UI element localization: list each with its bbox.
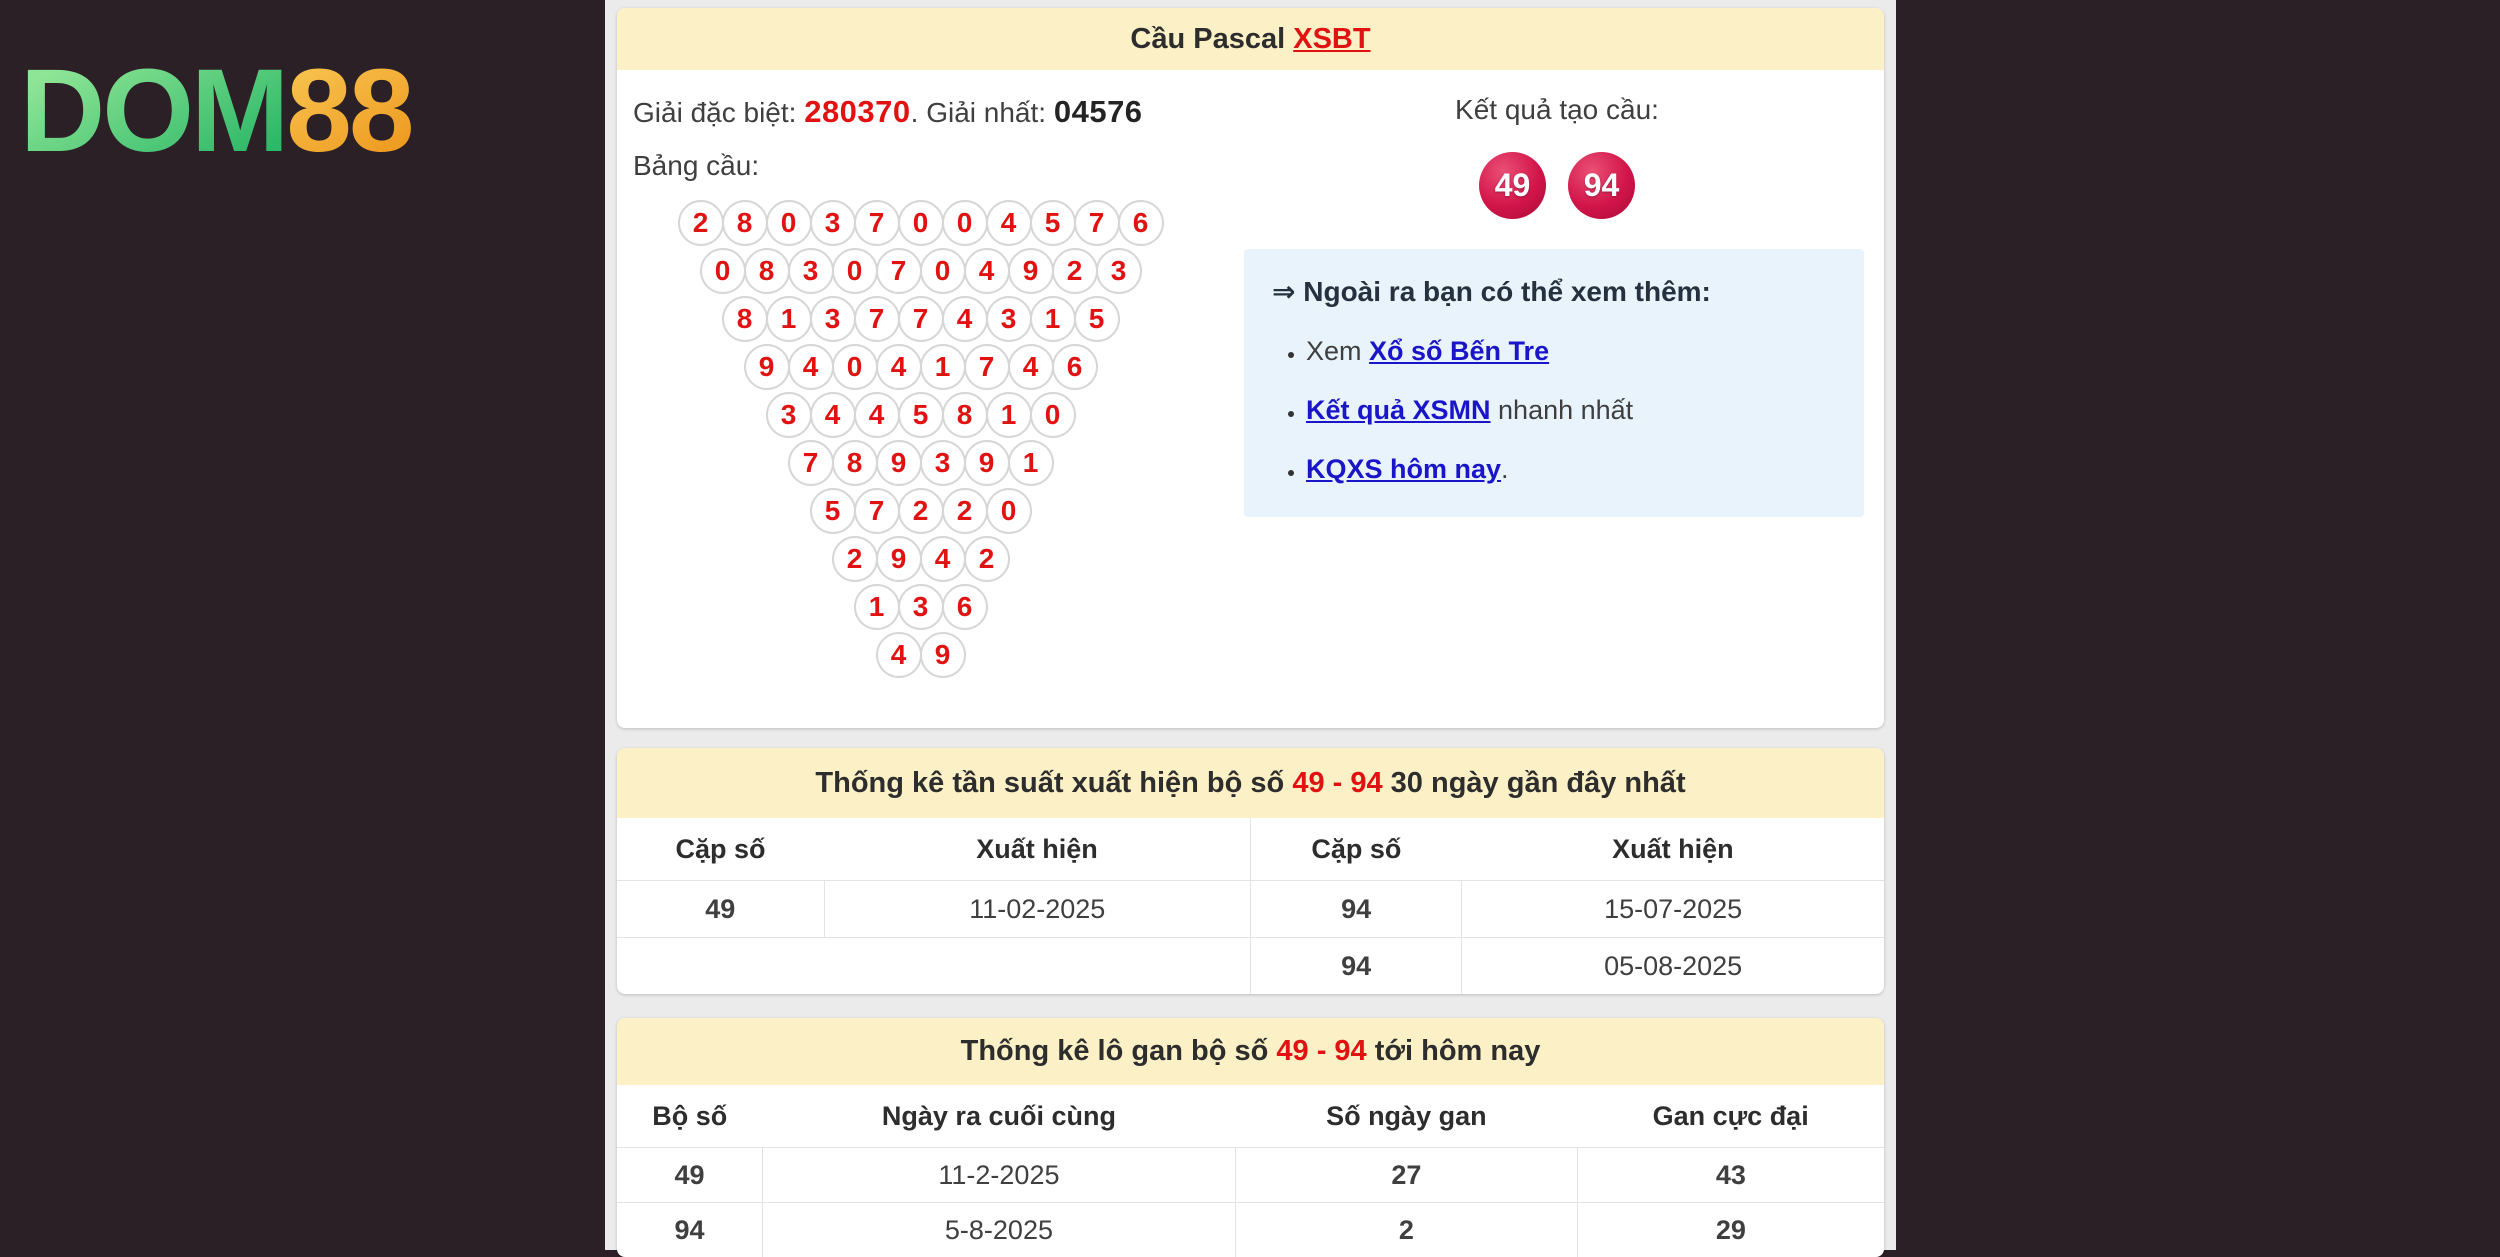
special-prize-value: 280370 [804,94,910,129]
triangle-number: 0 [766,200,812,246]
triangle-number: 7 [898,296,944,342]
triangle-number: 9 [964,440,1010,486]
see-more-item-text: nhanh nhất [1491,395,1634,425]
triangle-number: 1 [1030,296,1076,342]
triangle-number: 4 [964,248,1010,294]
see-more-list [1272,336,1836,485]
pascal-triangle [633,200,1208,678]
triangle-row [633,392,1208,438]
column-header: Ngày ra cuối cùng [763,1085,1236,1148]
empty-cell [617,938,1250,995]
see-more-item [1306,336,1836,367]
frequency-title-suffix: 30 ngày gần đây nhất [1383,767,1686,799]
column-header: Xuất hiện [824,818,1250,881]
triangle-number: 0 [1030,392,1076,438]
board-label: Bảng cầu: [633,150,1244,182]
column-header: Số ngày gan [1235,1085,1577,1148]
triangle-number: 3 [766,392,812,438]
triangle-number: 8 [744,248,790,294]
triangle-number: 4 [876,632,922,678]
triangle-number: 7 [854,296,900,342]
triangle-number: 2 [898,488,944,534]
frequency-header-row [617,818,1884,881]
triangle-number: 7 [876,248,922,294]
result-ball: 94 [1568,152,1635,219]
table-row [617,1148,1884,1203]
logo-text-dom: DOM [20,45,286,177]
pascal-left-column [631,70,1244,680]
triangle-row [633,248,1208,294]
last-date-cell: 11-2-2025 [763,1148,1236,1203]
triangle-number: 8 [722,296,768,342]
table-row [617,881,1884,938]
triangle-number: 3 [898,584,944,630]
table-row [617,1203,1884,1257]
gan-title-suffix: tới hôm nay [1367,1035,1541,1067]
triangle-row [633,488,1208,534]
pascal-right-column [1244,70,1870,680]
triangle-number: 3 [920,440,966,486]
first-prize-value: 04576 [1054,94,1143,129]
triangle-number: 6 [942,584,988,630]
pascal-body [617,70,1884,680]
triangle-number: 4 [1008,344,1054,390]
triangle-number: 3 [810,200,856,246]
triangle-number: 1 [920,344,966,390]
date-cell: 11-02-2025 [824,881,1250,938]
triangle-number: 8 [722,200,768,246]
pascal-card-title [617,8,1884,70]
triangle-number: 1 [986,392,1032,438]
frequency-title-text: Thống kê tần suất xuất hiện bộ số [815,767,1292,799]
triangle-row [633,296,1208,342]
triangle-number: 2 [678,200,724,246]
triangle-number: 4 [942,296,988,342]
triangle-number: 0 [920,248,966,294]
column-header: Bộ số [617,1085,763,1148]
column-header: Cặp số [617,818,824,881]
see-more-item [1306,395,1836,426]
column-header: Gan cực đại [1577,1085,1884,1148]
special-prize-label: Giải đặc biệt: [633,97,804,128]
triangle-number: 6 [1052,344,1098,390]
triangle-number: 9 [744,344,790,390]
triangle-number: 7 [788,440,834,486]
see-more-heading: ⇒ Ngoài ra bạn có thể xem thêm: [1272,275,1836,308]
triangle-row [633,200,1208,246]
pair-number-cell: 94 [1250,938,1461,995]
set-number-cell: 49 [617,1148,763,1203]
triangle-number: 9 [876,440,922,486]
logo-text-88: 88 [286,45,411,177]
triangle-number: 5 [810,488,856,534]
triangle-number: 4 [876,344,922,390]
triangle-number: 8 [942,392,988,438]
triangle-number: 5 [1074,296,1120,342]
triangle-number: 0 [700,248,746,294]
first-prize-label: . Giải nhất: [911,97,1054,128]
triangle-number: 6 [1118,200,1164,246]
column-header: Cặp số [1250,818,1461,881]
result-ball: 49 [1479,152,1546,219]
gan-title [617,1018,1884,1085]
gan-card [617,1018,1884,1257]
frequency-title-pair: 49 - 94 [1292,767,1382,799]
gan-table [617,1085,1884,1257]
result-label: Kết quả tạo cầu: [1244,94,1870,126]
see-more-link[interactable]: KQXS hôm nay [1306,454,1501,484]
last-date-cell: 5-8-2025 [763,1203,1236,1257]
triangle-number: 5 [1030,200,1076,246]
triangle-number: 3 [810,296,856,342]
gan-days-cell: 2 [1235,1203,1577,1257]
gan-header-row [617,1085,1884,1148]
result-balls [1244,152,1870,219]
see-more-item-text: Xem [1306,336,1369,366]
triangle-number: 7 [854,200,900,246]
set-number-cell: 94 [617,1203,763,1257]
triangle-number: 5 [898,392,944,438]
frequency-card [617,748,1884,994]
triangle-number: 2 [1052,248,1098,294]
triangle-number: 2 [964,536,1010,582]
triangle-number: 1 [766,296,812,342]
table-row [617,938,1884,995]
triangle-number: 4 [920,536,966,582]
triangle-number: 9 [920,632,966,678]
date-cell: 15-07-2025 [1462,881,1884,938]
see-more-link[interactable]: Xổ số Bến Tre [1369,336,1549,366]
triangle-number: 2 [942,488,988,534]
triangle-number: 9 [876,536,922,582]
prize-line [633,94,1244,130]
triangle-number: 0 [942,200,988,246]
triangle-number: 0 [986,488,1032,534]
triangle-row [633,632,1208,678]
triangle-number: 0 [832,248,878,294]
dom88-logo[interactable] [20,52,412,170]
triangle-number: 1 [1008,440,1054,486]
triangle-number: 2 [832,536,878,582]
frequency-title [617,748,1884,818]
triangle-number: 3 [1096,248,1142,294]
triangle-number: 8 [832,440,878,486]
triangle-number: 7 [854,488,900,534]
pascal-card [617,8,1884,728]
max-gan-cell: 43 [1577,1148,1884,1203]
triangle-number: 1 [854,584,900,630]
date-cell: 05-08-2025 [1462,938,1884,995]
frequency-table-body [617,881,1884,995]
pascal-title-text: Cầu Pascal [1130,23,1293,55]
gan-days-cell: 27 [1235,1148,1577,1203]
triangle-row [633,440,1208,486]
triangle-number: 0 [898,200,944,246]
triangle-number: 7 [1074,200,1120,246]
triangle-row [633,344,1208,390]
triangle-number: 3 [788,248,834,294]
triangle-number: 3 [986,296,1032,342]
max-gan-cell: 29 [1577,1203,1884,1257]
xsbt-link[interactable]: XSBT [1293,23,1370,55]
triangle-number: 9 [1008,248,1054,294]
gan-title-text: Thống kê lô gan bộ số [961,1035,1277,1067]
frequency-table [617,818,1884,994]
see-more-box [1244,249,1864,517]
triangle-row [633,584,1208,630]
triangle-number: 4 [810,392,856,438]
triangle-number: 4 [788,344,834,390]
pair-number-cell: 49 [617,881,824,938]
gan-table-body [617,1148,1884,1257]
gan-title-pair: 49 - 94 [1276,1035,1366,1067]
content-column [605,0,1896,1250]
see-more-link[interactable]: Kết quả XSMN [1306,395,1491,425]
column-header: Xuất hiện [1462,818,1884,881]
triangle-number: 0 [832,344,878,390]
pair-number-cell: 94 [1250,881,1461,938]
triangle-row [633,536,1208,582]
see-more-item [1306,454,1836,485]
triangle-number: 7 [964,344,1010,390]
triangle-number: 4 [854,392,900,438]
triangle-number: 4 [986,200,1032,246]
see-more-item-text: . [1501,454,1509,484]
